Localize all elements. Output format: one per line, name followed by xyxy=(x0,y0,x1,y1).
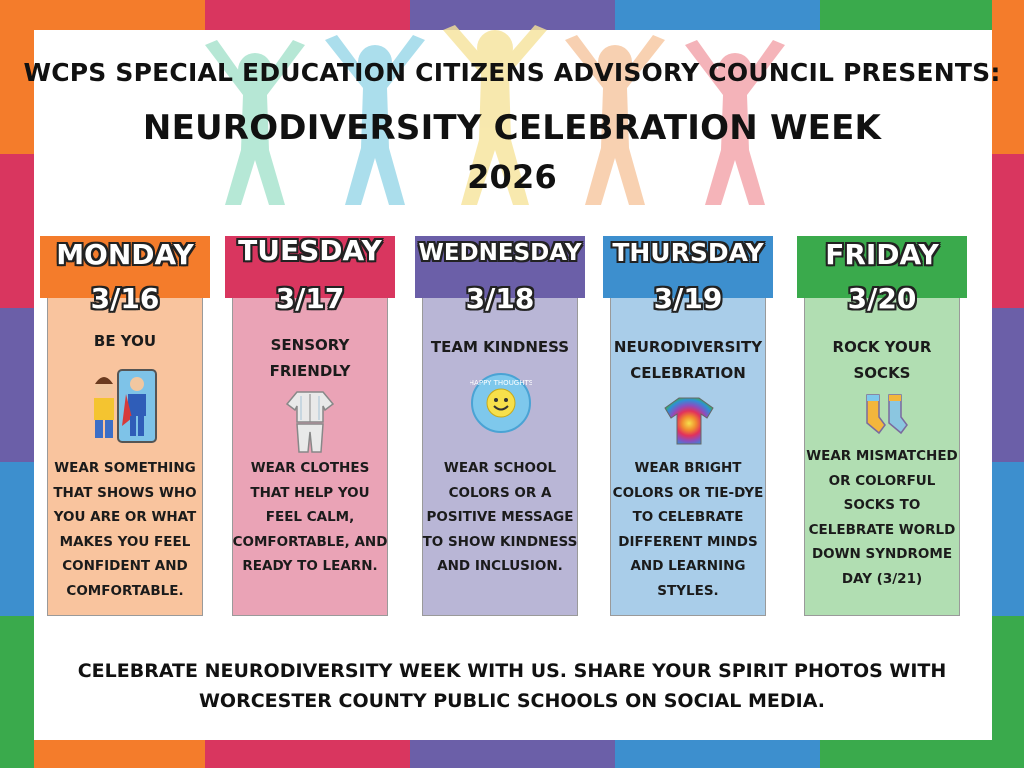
pajamas-icon xyxy=(285,388,335,458)
footer-message xyxy=(60,656,964,716)
badge-text: HAPPY THOUGHTS xyxy=(470,379,532,387)
footer-line-2: WORCESTER COUNTY PUBLIC SCHOOLS ON SOCIAL MEDIA. xyxy=(198,690,826,712)
day-name: FRIDAY xyxy=(825,238,939,271)
day-theme: ROCK YOUR SOCKS xyxy=(832,338,932,382)
border-segment xyxy=(410,740,615,768)
day-name: WEDNESDAY xyxy=(418,240,582,266)
border-segment xyxy=(0,308,34,462)
day-description: WEAR MISMATCHED OR COLORFUL SOCKS TO CELEBRATE WORLD DOWN SYNDROME DAY (3/21) xyxy=(806,448,958,587)
event-year: 2026 xyxy=(467,158,557,196)
day-description: WEAR SCHOOL COLORS OR A POSITIVE MESSAGE TO SHOW KINDNESS AND INCLUSION. xyxy=(422,460,578,574)
day-name: TUESDAY xyxy=(238,234,382,267)
day-name: THURSDAY xyxy=(612,238,764,267)
day-description: WEAR BRIGHT COLORS OR TIE-DYE TO CELEBRATE DIFFERENT MINDS AND LEARNING STYLES. xyxy=(612,460,764,599)
day-date: 3/17 xyxy=(275,282,345,315)
tie-dye-shirt-icon xyxy=(663,396,715,450)
footer-line-1: CELEBRATE NEURODIVERSITY WEEK WITH US. SHARE YOUR SPIRIT PHOTOS WITH xyxy=(77,660,947,682)
border-segment xyxy=(992,462,1024,616)
day-name: MONDAY xyxy=(56,238,194,271)
event-title: NEURODIVERSITY CELEBRATION WEEK xyxy=(142,108,882,148)
border-segment xyxy=(615,740,820,768)
day-description: WEAR SOMETHING THAT SHOWS WHO YOU ARE OR WHAT MAKES YOU FEEL CONFIDENT AND COMFORTABLE. xyxy=(53,460,197,599)
day-theme: TEAM KINDNESS xyxy=(430,338,570,356)
border-segment xyxy=(992,308,1024,462)
day-theme: BE YOU xyxy=(93,332,157,350)
day-date: 3/20 xyxy=(847,282,917,315)
day-theme: NEURODIVERSITY CELEBRATION xyxy=(613,338,763,382)
presenter-line: WCPS SPECIAL EDUCATION CITIZENS ADVISORY COUNCIL PRESENTS: xyxy=(23,58,1001,87)
border-segment xyxy=(992,616,1024,768)
day-theme: SENSORY FRIENDLY xyxy=(269,336,351,380)
border-segment xyxy=(0,462,34,616)
border-segment xyxy=(0,616,34,768)
socks-icon xyxy=(863,391,909,441)
day-date: 3/19 xyxy=(653,282,723,315)
day-description: WEAR CLOTHES THAT HELP YOU FEEL CALM, COMFORTABLE, AND READY TO LEARN. xyxy=(232,460,388,574)
border-segment xyxy=(205,740,410,768)
day-date: 3/18 xyxy=(465,282,535,315)
happy-thoughts-icon xyxy=(470,372,532,438)
day-date: 3/16 xyxy=(90,282,160,315)
mirror-superhero-icon xyxy=(88,366,160,450)
